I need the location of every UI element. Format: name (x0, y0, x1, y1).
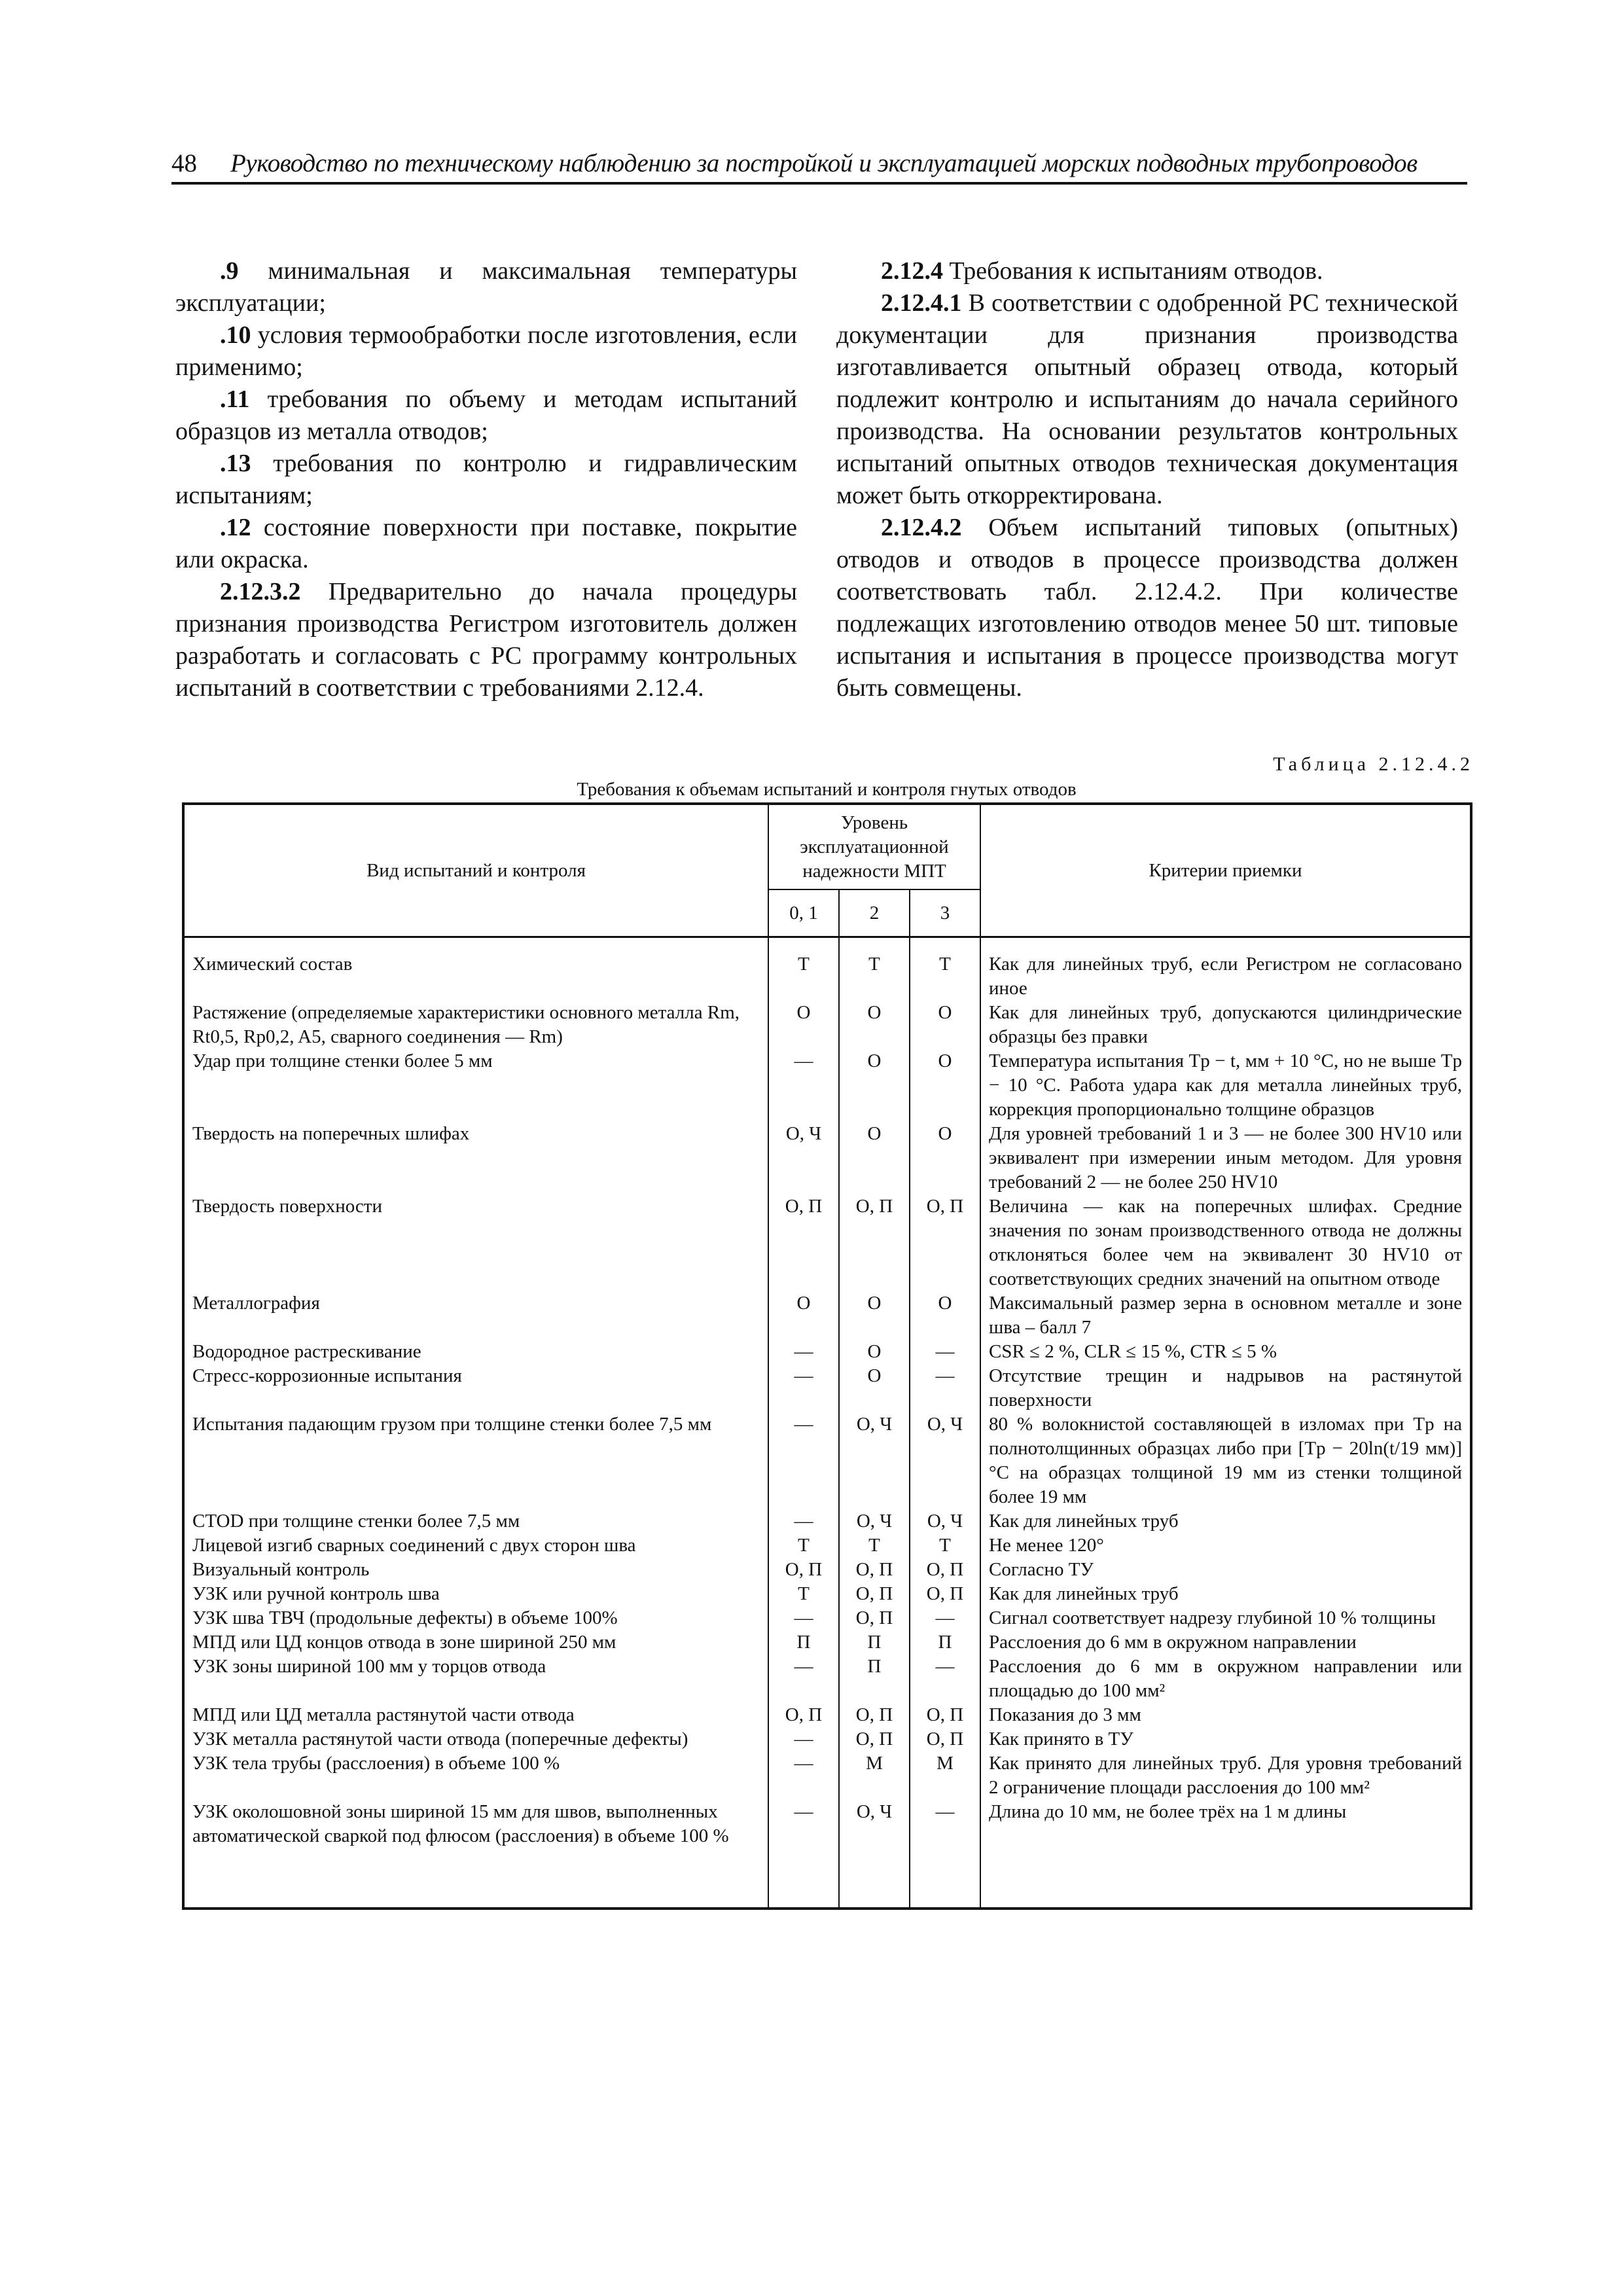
level-2-cell: Т (839, 1534, 910, 1558)
test-type-cell: Твердость поверхности (183, 1194, 768, 1291)
test-type-cell: МПД или ЦД концов отвода в зоне шириной 250 мм (183, 1630, 768, 1655)
criteria-cell: Не менее 120° (980, 1534, 1471, 1558)
header-level-2: 2 (839, 889, 910, 937)
header-criteria: Критерии приемки (980, 804, 1471, 937)
criteria-cell: Как для линейных труб (980, 1509, 1471, 1534)
level-01-cell: О, П (768, 1703, 839, 1727)
section-number: 2.12.3.2 (220, 578, 301, 605)
criteria-cell: Показания до 3 мм (980, 1703, 1471, 1727)
level-2-cell: О, Ч (839, 1412, 910, 1509)
item-number: .12 (220, 514, 251, 541)
test-type-cell: Водородное растрескивание (183, 1340, 768, 1364)
level-01-cell: О, П (768, 1194, 839, 1291)
item-text: условия термообработки после изготовления, если применимо; (175, 321, 797, 381)
level-3-cell: — (910, 1606, 980, 1630)
item-text: состояние поверхности при поставке, покрытие или окраска. (175, 514, 797, 573)
level-01-cell: О, П (768, 1558, 839, 1582)
level-2-cell: О (839, 1340, 910, 1364)
table-header-row (183, 804, 1471, 889)
level-3-cell: — (910, 1655, 980, 1703)
test-type-cell: МПД или ЦД металла растянутой части отвода (183, 1703, 768, 1727)
level-01-cell: О, Ч (768, 1122, 839, 1194)
test-type-cell: Испытания падающим грузом при толщине стенки более 7,5 мм (183, 1412, 768, 1509)
criteria-cell: Как для линейных труб, допускаются цилиндрические образцы без правки (980, 1001, 1471, 1049)
level-01-cell: — (768, 1412, 839, 1509)
criteria-cell: Максимальный размер зерна в основном металле и зоне шва – балл 7 (980, 1291, 1471, 1340)
paragraph (175, 576, 797, 704)
level-3-cell: О, П (910, 1703, 980, 1727)
level-2-cell: О, Ч (839, 1800, 910, 1848)
level-3-cell: О (910, 1291, 980, 1340)
header-level-3: 3 (910, 889, 980, 937)
level-3-cell: О, П (910, 1582, 980, 1606)
level-01-cell: Т (768, 1534, 839, 1558)
section-number: 2.12.4 (881, 257, 943, 285)
test-type-cell: Лицевой изгиб сварных соединений с двух сторон шва (183, 1534, 768, 1558)
level-3-cell: О, Ч (910, 1412, 980, 1509)
level-3-cell: О (910, 1049, 980, 1122)
table-row (183, 1534, 1471, 1558)
criteria-cell: Как для линейных труб (980, 1582, 1471, 1606)
level-01-cell: О (768, 1291, 839, 1340)
level-2-cell: О (839, 1291, 910, 1340)
table-row (183, 1606, 1471, 1630)
table-row (183, 1364, 1471, 1412)
level-2-cell: П (839, 1655, 910, 1703)
item-text: требования по объему и методам испытаний образцов из металла отводов; (175, 386, 797, 445)
item-number: .10 (220, 321, 251, 349)
criteria-cell: Как принято для линейных труб. Для уровня требований 2 ограничение площади расслоения до 100 мм² (980, 1751, 1471, 1800)
test-type-cell: УЗК или ручной контроль шва (183, 1582, 768, 1606)
level-3-cell: О, П (910, 1194, 980, 1291)
level-3-cell: — (910, 1364, 980, 1412)
criteria-cell: CSR ≤ 2 %, CLR ≤ 15 %, CTR ≤ 5 % (980, 1340, 1471, 1364)
test-type-cell: Растяжение (определяемые характеристики основного металла Rm, Rt0,5, Rp0,2, A5, сварного соединения — Rm) (183, 1001, 768, 1049)
level-3-cell: О (910, 1122, 980, 1194)
level-3-cell: Т (910, 1534, 980, 1558)
table-row (183, 1001, 1471, 1049)
section-text: В соответствии с одобренной РС технической документации для признания производства изготавливается опытный образец отвода, который подлежит контролю и испытаниям до начала серийного производства. На основании результатов контрольных испытаний опытных отводов техническая документация может быть откорректирована. (836, 289, 1458, 509)
level-3-cell: — (910, 1800, 980, 1848)
level-2-cell: О (839, 1364, 910, 1412)
table-row (183, 1340, 1471, 1364)
test-type-cell: Визуальный контроль (183, 1558, 768, 1582)
table-row (183, 1291, 1471, 1340)
paragraph (175, 255, 797, 319)
level-2-cell: О (839, 1001, 910, 1049)
table-row (183, 1558, 1471, 1582)
level-01-cell: — (768, 1606, 839, 1630)
test-type-cell: Стресс-коррозионные испытания (183, 1364, 768, 1412)
criteria-cell: 80 % волокнистой составляющей в изломах при Tp на полнотолщинных образцах либо при [Tp − 20ln(t/19 мм)] °C на образцах толщиной 19 мм из стенки толщиной более 19 мм (980, 1412, 1471, 1509)
item-number: .11 (220, 386, 250, 413)
level-3-cell: М (910, 1751, 980, 1800)
table-row (183, 1703, 1471, 1727)
test-type-cell: УЗК тела трубы (расслоения) в объеме 100 % (183, 1751, 768, 1800)
section-number: 2.12.4.2 (881, 514, 962, 541)
criteria-cell: Температура испытания Tp − t, мм + 10 °C, но не выше Tp − 10 °C. Работа удара как для металла линейных труб, коррекция пропорционально толщине образцов (980, 1049, 1471, 1122)
paragraph (175, 512, 797, 576)
section-text: Предварительно до начала процедуры признания производства Регистром изготовитель должен разработать и согласовать с РС программу контрольных испытаний в соответствии с требованиями 2.12.4. (175, 578, 797, 702)
criteria-cell: Как для линейных труб, если Регистром не согласовано иное (980, 952, 1471, 1001)
level-2-cell: О, П (839, 1703, 910, 1727)
header-test-type: Вид испытаний и контроля (183, 804, 768, 937)
criteria-cell: Отсутствие трещин и надрывов на растянутой поверхности (980, 1364, 1471, 1412)
level-01-cell: — (768, 1364, 839, 1412)
level-01-cell: П (768, 1630, 839, 1655)
header-level: Уровень эксплуатационной надежности МПТ (768, 804, 980, 889)
level-2-cell: О, П (839, 1582, 910, 1606)
item-text: требования по контролю и гидравлическим испытаниям; (175, 450, 797, 509)
test-type-cell: УЗК зоны шириной 100 мм у торцов отвода (183, 1655, 768, 1703)
table-row (183, 1800, 1471, 1848)
level-2-cell: О, Ч (839, 1509, 910, 1534)
level-2-cell: О, П (839, 1606, 910, 1630)
table-row (183, 1194, 1471, 1291)
table-row (183, 1582, 1471, 1606)
test-type-cell: УЗК металла растянутой части отвода (поперечные дефекты) (183, 1727, 768, 1751)
level-01-cell: — (768, 1655, 839, 1703)
level-01-cell: — (768, 1727, 839, 1751)
item-number: .9 (220, 257, 239, 285)
page-header (171, 145, 1467, 185)
test-type-cell: Химический состав (183, 952, 768, 1001)
level-2-cell: М (839, 1751, 910, 1800)
table-row (183, 1655, 1471, 1703)
level-3-cell: Т (910, 952, 980, 1001)
table-row (183, 1630, 1471, 1655)
criteria-cell: Расслоения до 6 мм в окружном направлении (980, 1630, 1471, 1655)
test-type-cell: УЗК околошовной зоны шириной 15 мм для швов, выполненных автоматической сваркой под флюсом (расслоения) в объеме 100 % (183, 1800, 768, 1848)
level-3-cell: О, П (910, 1558, 980, 1582)
left-column (175, 255, 797, 704)
level-2-cell: Т (839, 952, 910, 1001)
level-2-cell: О, П (839, 1727, 910, 1751)
criteria-cell: Как принято в ТУ (980, 1727, 1471, 1751)
requirements-table (182, 802, 1472, 1910)
test-type-cell: Твердость на поперечных шлифах (183, 1122, 768, 1194)
level-01-cell: О (768, 1001, 839, 1049)
running-title: Руководство по техническому наблюдению за постройкой и эксплуатацией морских подводных трубопроводов (230, 149, 1418, 177)
criteria-cell: Для уровней требований 1 и 3 — не более 300 HV10 или эквивалент при измерении иным методом. Для уровня требований 2 — не более 250 HV10 (980, 1122, 1471, 1194)
level-2-cell: О, П (839, 1194, 910, 1291)
criteria-cell: Расслоения до 6 мм в окружном направлении или площадью до 100 мм² (980, 1655, 1471, 1703)
table-row (183, 1727, 1471, 1751)
table-spacer (183, 937, 1471, 953)
page-number: 48 (171, 149, 197, 177)
level-3-cell: — (910, 1340, 980, 1364)
level-2-cell: О (839, 1122, 910, 1194)
item-text: минимальная и максимальная температуры эксплуатации; (175, 257, 797, 317)
table-row (183, 952, 1471, 1001)
level-01-cell: — (768, 1800, 839, 1848)
level-01-cell: Т (768, 952, 839, 1001)
table-caption: Таблица 2.12.4.2 (1273, 753, 1474, 775)
table-bottom-padding (183, 1848, 1471, 1909)
level-2-cell: П (839, 1630, 910, 1655)
table-row (183, 1122, 1471, 1194)
right-column (836, 255, 1458, 704)
level-3-cell: П (910, 1630, 980, 1655)
level-2-cell: О (839, 1049, 910, 1122)
criteria-cell: Величина — как на поперечных шлифах. Средние значения по зонам производственного отвода не должны отклоняться более чем на эквивалент 30 HV10 от соответствующих средних значений на опытном отводе (980, 1194, 1471, 1291)
table-row (183, 1412, 1471, 1509)
table-title: Требования к объемам испытаний и контроля гнутых отводов (577, 779, 1077, 800)
paragraph (175, 448, 797, 512)
criteria-cell: Длина до 10 мм, не более трёх на 1 м длины (980, 1800, 1471, 1848)
level-01-cell: — (768, 1340, 839, 1364)
section-text: Объем испытаний типовых (опытных) отводов и отводов в процессе производства должен соответствовать табл. 2.12.4.2. При количестве подлежащих изготовлению отводов менее 50 шт. типовые испытания и испытания в процессе производства могут быть совмещены. (836, 514, 1458, 702)
section-text: Требования к испытаниям отводов. (943, 257, 1323, 285)
test-type-cell: CTOD при толщине стенки более 7,5 мм (183, 1509, 768, 1534)
paragraph (175, 319, 797, 384)
criteria-cell: Согласно ТУ (980, 1558, 1471, 1582)
level-3-cell: О, П (910, 1727, 980, 1751)
table-row (183, 1049, 1471, 1122)
level-01-cell: — (768, 1751, 839, 1800)
paragraph (836, 287, 1458, 512)
level-2-cell: О, П (839, 1558, 910, 1582)
section-heading (836, 255, 1458, 287)
section-number: 2.12.4.1 (881, 289, 962, 317)
test-type-cell: Металлография (183, 1291, 768, 1340)
item-number: .13 (220, 450, 251, 477)
table-row (183, 1509, 1471, 1534)
level-01-cell: Т (768, 1582, 839, 1606)
paragraph (175, 384, 797, 448)
test-type-cell: Удар при толщине стенки более 5 мм (183, 1049, 768, 1122)
paragraph (836, 512, 1458, 704)
level-3-cell: О (910, 1001, 980, 1049)
test-type-cell: УЗК шва ТВЧ (продольные дефекты) в объеме 100% (183, 1606, 768, 1630)
level-3-cell: О, Ч (910, 1509, 980, 1534)
level-01-cell: — (768, 1049, 839, 1122)
criteria-cell: Сигнал соответствует надрезу глубиной 10 % толщины (980, 1606, 1471, 1630)
table-row (183, 1751, 1471, 1800)
level-01-cell: — (768, 1509, 839, 1534)
header-level-01: 0, 1 (768, 889, 839, 937)
